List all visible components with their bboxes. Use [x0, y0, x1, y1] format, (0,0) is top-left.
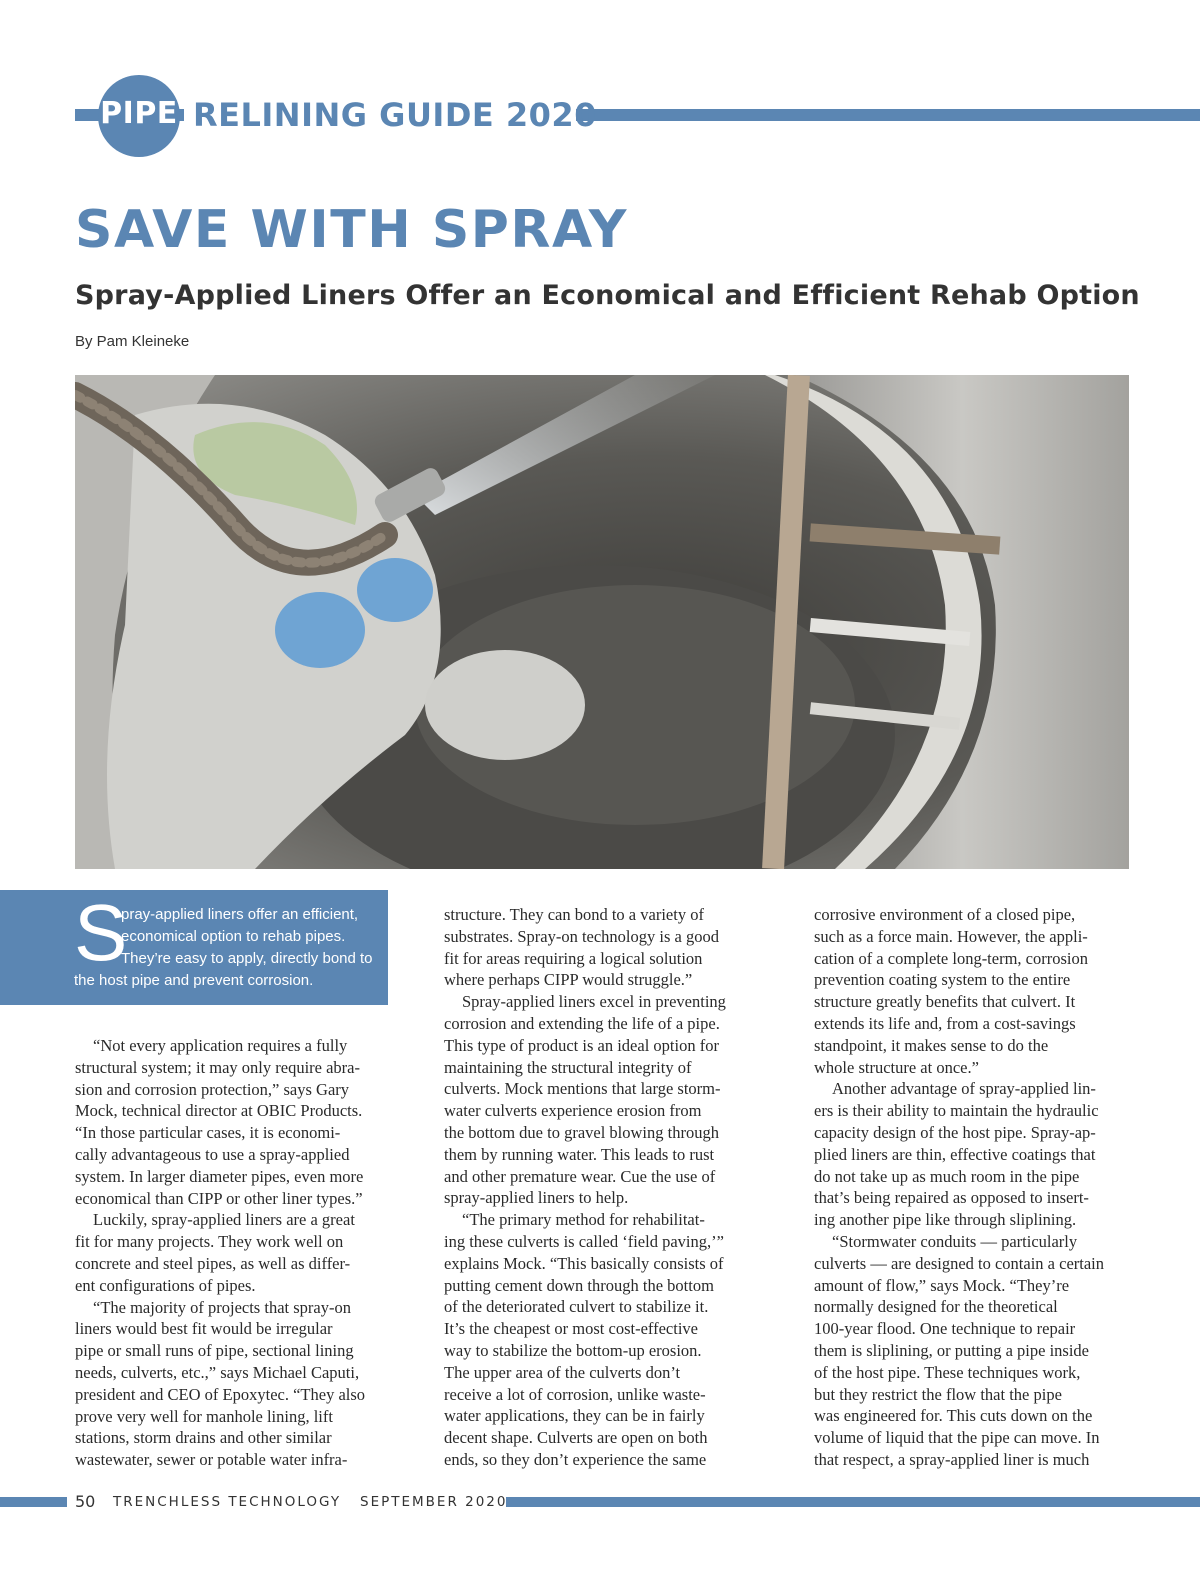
body-text-line: whole structure at once.” [814, 1057, 979, 1077]
page-number: 50 [75, 1492, 96, 1511]
body-text-line: such as a force main. However, the appli- [814, 926, 1088, 946]
drop-cap: S [74, 888, 128, 977]
footer-rule-left [0, 1497, 67, 1507]
body-text-line: fit for areas requiring a logical solution [444, 948, 703, 968]
body-text-line: cation of a complete long-term, corrosion [814, 948, 1088, 968]
intro-line: economical option to rehab pipes. [121, 928, 346, 945]
body-text-line: structural system; it may only require abra- [75, 1057, 360, 1077]
spray-liner-photo-illustration [75, 375, 1129, 869]
body-text-line: “Not every application requires a fully [93, 1036, 348, 1055]
body-text-line: do not take up as much room in the pipe [814, 1166, 1080, 1186]
body-text-line: corrosive environment of a closed pipe, [814, 905, 1076, 924]
article-photo [75, 375, 1129, 869]
body-text-line: wastewater, sewer or potable water infra- [75, 1450, 348, 1470]
body-text-line: putting cement down through the bottom [444, 1275, 714, 1295]
body-text-line: where perhaps CIPP would struggle.” [444, 970, 693, 990]
body-text-line: sion and corrosion protection,” says Gary [75, 1079, 350, 1099]
body-text-line: prove very well for manhole lining, lift [75, 1406, 333, 1426]
body-text-line: amount of flow,” says Mock. “They’re [814, 1275, 1070, 1295]
body-text-line: structure greatly benefits that culvert. It [814, 992, 1076, 1012]
body-text-line: water applications, they can be in fairly [444, 1406, 705, 1426]
body-text-line: “Stormwater conduits — particularly [832, 1231, 1078, 1251]
body-text-line: “The majority of projects that spray-on [93, 1297, 351, 1317]
body-text-line: ing another pipe like through sliplining. [814, 1210, 1077, 1230]
body-text-line: prevention coating system to the entire [814, 970, 1071, 990]
body-text-line: It’s the cheapest or most cost-effective [444, 1319, 698, 1339]
publication-name: TRENCHLESS TECHNOLOGY [113, 1494, 342, 1510]
body-text-line: that’s being repaired as opposed to insert- [814, 1188, 1089, 1208]
body-text-line: but they restrict the flow that the pipe [814, 1384, 1062, 1404]
body-text-line: president and CEO of Epoxytec. “They also [75, 1384, 366, 1404]
body-text-line: 100-year flood. One technique to repair [814, 1319, 1076, 1339]
issue-date: SEPTEMBER 2020 [360, 1494, 508, 1510]
body-text-line: ing these culverts is called ‘field paving,’” [444, 1231, 724, 1251]
body-text-line: ers is their ability to maintain the hydraulic [814, 1101, 1099, 1121]
body-text-line: decent shape. Culverts are open on both [444, 1428, 708, 1448]
body-text-line: them by running water. This leads to rust [444, 1144, 715, 1164]
intro-line: pray-applied liners offer an efficient, [121, 906, 359, 923]
body-text-line: maintaining the structural integrity of [444, 1057, 692, 1077]
body-column-3 [814, 904, 1134, 1471]
body-text-line: them is sliplining, or putting a pipe inside [814, 1340, 1089, 1360]
body-text-line: economical than CIPP or other liner types.” [75, 1188, 363, 1208]
body-text-line: was engineered for. This cuts down on the [814, 1406, 1093, 1426]
body-text-line: concrete and steel pipes, as well as differ- [75, 1253, 351, 1273]
body-text-line: Spray-applied liners excel in preventing [462, 992, 726, 1012]
body-column-2 [444, 904, 764, 1471]
body-text-line: Mock, technical director at OBIC Products. [75, 1101, 363, 1121]
header-badge-text: PIPE [100, 96, 178, 131]
body-text-line: the bottom due to gravel blowing through [444, 1122, 719, 1142]
body-text-line: “The primary method for rehabilitat- [462, 1210, 705, 1230]
body-text-line: corrosion and extending the life of a pipe. [444, 1013, 720, 1033]
body-text-line: volume of liquid that the pipe can move. In [814, 1428, 1100, 1448]
intro-line: They’re easy to apply, directly bond to [121, 950, 373, 967]
body-text-line: that respect, a spray-applied liner is much [814, 1449, 1090, 1469]
body-text-line: culverts. Mock mentions that large storm- [444, 1079, 721, 1099]
body-column-1 [75, 1035, 395, 1471]
body-text-line: “In those particular cases, it is economi- [75, 1123, 341, 1143]
body-text-line: standpoint, it makes sense to do the [814, 1035, 1049, 1055]
body-text-line: structure. They can bond to a variety of [444, 905, 704, 924]
body-text-line: plied liners are thin, effective coatings that [814, 1144, 1096, 1164]
body-text-line: spray-applied liners to help. [444, 1188, 629, 1208]
body-text-line: extends its life and, from a cost-savings [814, 1013, 1076, 1033]
body-text-line: ends, so they don’t experience the same [444, 1449, 707, 1469]
body-text-line: culverts — are designed to contain a certain [814, 1253, 1105, 1273]
body-text-line: of the deteriorated culvert to stabilize it. [444, 1297, 709, 1317]
body-text-line: Another advantage of spray-applied lin- [832, 1079, 1096, 1099]
body-text-line: normally designed for the theoretical [814, 1297, 1058, 1317]
body-text-line: capacity design of the host pipe. Spray-ap- [814, 1122, 1096, 1142]
body-text-line: and other premature wear. Cue the use of [444, 1166, 716, 1186]
article-subtitle: Spray-Applied Liners Offer an Economical and Efficient Rehab Option [75, 280, 1140, 311]
intro-line: the host pipe and prevent corrosion. [74, 972, 314, 989]
body-text-line: way to stabilize the bottom-up erosion. [444, 1340, 702, 1360]
byline: By Pam Kleineke [75, 333, 190, 350]
body-text-line: of the host pipe. These techniques work, [814, 1362, 1081, 1382]
body-text-line: pipe or small runs of pipe, sectional lining [75, 1341, 354, 1361]
body-text-line: The upper area of the culverts don’t [444, 1362, 681, 1382]
body-text-line: Luckily, spray-applied liners are a great [93, 1210, 355, 1230]
section-label: RELINING GUIDE 2020 [193, 96, 597, 134]
body-text-line: water culverts experience erosion from [444, 1101, 702, 1121]
body-text-line: cally advantageous to use a spray-applied [75, 1144, 350, 1164]
body-text-line: fit for many projects. They work well on [75, 1232, 344, 1252]
article-title: SAVE WITH SPRAY [75, 200, 628, 260]
body-text-line: substrates. Spray-on technology is a good [444, 926, 719, 946]
body-text-line: receive a lot of corrosion, unlike waste- [444, 1384, 706, 1404]
body-text-line: system. In larger diameter pipes, even more [75, 1166, 364, 1186]
body-text-line: stations, storm drains and other similar [75, 1428, 332, 1448]
body-text-line: explains Mock. “This basically consists of [444, 1253, 724, 1273]
body-text-line: liners would best fit would be irregular [75, 1319, 333, 1339]
body-text-line: ent configurations of pipes. [75, 1275, 256, 1295]
body-text-line: This type of product is an ideal option for [444, 1035, 719, 1055]
footer-rule-right [506, 1497, 1200, 1507]
body-text-line: needs, culverts, etc.,” says Michael Caputi, [75, 1362, 360, 1382]
